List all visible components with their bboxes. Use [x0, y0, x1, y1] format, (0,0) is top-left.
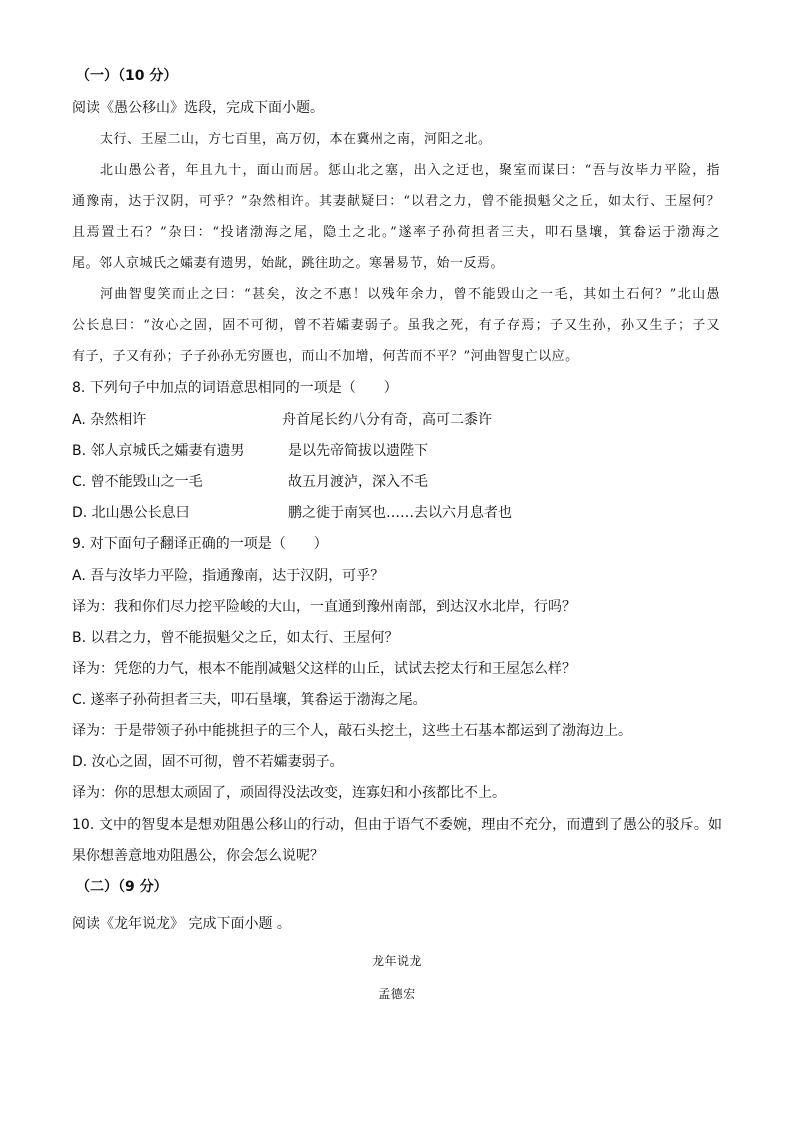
q9-option-a-translation: 译为：我和你们尽力挖平险峻的大山，一直通到豫州南部，到达汉水北岸，行吗？: [72, 599, 576, 615]
q8-option-a-left: A. 杂然相许: [72, 412, 147, 428]
article-author: 孟德宏: [378, 987, 416, 1001]
section-two-instruction: 阅读《龙年说龙》 完成下面小题 。: [72, 916, 291, 932]
section-one-instruction: 阅读《愚公移山》选段，完成下面小题。: [72, 100, 324, 116]
q9-option-d-translation: 译为：你的思想太顽固了，顽固得没法改变，连寡妇和小孩都比不上。: [72, 785, 506, 801]
q8-option-d: [72, 503, 512, 523]
q8-option-b-right: 是以先帝简拔以遗陛下: [288, 443, 428, 459]
passage-line: 且焉置土石？”杂曰：“投诸渤海之尾，隐土之北。”遂率子孙荷担者三夫，叩石垦壤，箕畚运于渤海之: [72, 225, 720, 240]
q8-option-c-left: C. 曾不能毁山之一毛: [72, 474, 203, 490]
passage-line: 尾。邻人京城氏之孀妻有遗男，始龀，跳往助之。寒暑易节，始一反焉。: [72, 256, 505, 271]
question-8-stem: 8. 下列句子中加点的词语意思相同的一项是（ ）: [72, 380, 398, 396]
q9-option-c: C. 遂率子孙荷担者三夫，叩石垦壤，箕畚运于渤海之尾。: [72, 692, 427, 708]
q9-option-c-translation: 译为：于是带领子孙中能挑担子的三个人，敲石头挖土，这些土石基本都运到了渤海边上。: [72, 723, 632, 739]
section-one-heading: （一）（10 分）: [76, 68, 178, 84]
q8-option-b: [72, 441, 428, 461]
question-10-line-2: 果你想善意地劝阻愚公，你会怎么说呢？: [72, 848, 324, 864]
q8-option-c-right: 故五月渡泸，深入不毛: [288, 474, 428, 490]
question-10-line-1: 10. 文中的智叟本是想劝阻愚公移山的行动，但由于语气不委婉，理由不充分，而遭到了愚公的驳斥。如: [72, 817, 722, 833]
passage-line: 有子，子又有孙；子子孙孙无穷匮也，而山不加增，何苦而不平？”河曲智叟亡以应。: [72, 349, 579, 364]
section-two-heading: （二）（9 分）: [76, 879, 168, 895]
q8-option-d-right: 鹏之徙于南冥也……去以六月息者也: [288, 505, 512, 521]
article-title: 龙年说龙: [371, 954, 422, 968]
q9-option-b: B. 以君之力，曾不能损魁父之丘，如太行、王屋何？: [72, 630, 399, 646]
q8-option-b-left: B. 邻人京城氏之孀妻有遗男: [72, 443, 245, 459]
passage-line: 通豫南，达于汉阴，可乎？”杂然相许。其妻献疑曰：“以君之力，曾不能损魁父之丘，如太行、王屋何？: [72, 194, 720, 209]
passage-paragraph-1: 太行、王屋二山，方七百里，高万仞，本在冀州之南，河阳之北。: [100, 132, 492, 147]
q9-option-b-translation: 译为：凭您的力气，根本不能削减魁父这样的山丘，试试去挖太行和王屋怎么样？: [72, 661, 576, 677]
q8-option-c: [72, 472, 428, 492]
q8-option-a: [72, 410, 492, 430]
q9-option-d: D. 汝心之固，固不可彻，曾不若孀妻弱子。: [72, 754, 344, 770]
question-9-stem: 9. 对下面句子翻译正确的一项是（ ）: [72, 536, 328, 552]
passage-line: 北山愚公者，年且九十，面山而居。惩山北之塞，出入之迂也，聚室而谋曰：“吾与汝毕力平险，指: [100, 163, 720, 178]
q8-option-a-right: 舟首尾长约八分有奇，高可二黍许: [282, 412, 492, 428]
passage-line: 公长息曰：“汝心之固，固不可彻，曾不若孀妻弱子。虽我之死，有子存焉；子又生孙，孙又生子；子又: [72, 318, 720, 333]
passage-line: 河曲智叟笑而止之曰：“甚矣，汝之不惠！以残年余力，曾不能毁山之一毛，其如土石何？”北山愚: [100, 287, 720, 302]
q9-option-a: A. 吾与汝毕力平险，指通豫南，达于汉阴，可乎？: [72, 568, 385, 584]
q8-option-d-left: D. 北山愚公长息曰: [72, 505, 190, 521]
